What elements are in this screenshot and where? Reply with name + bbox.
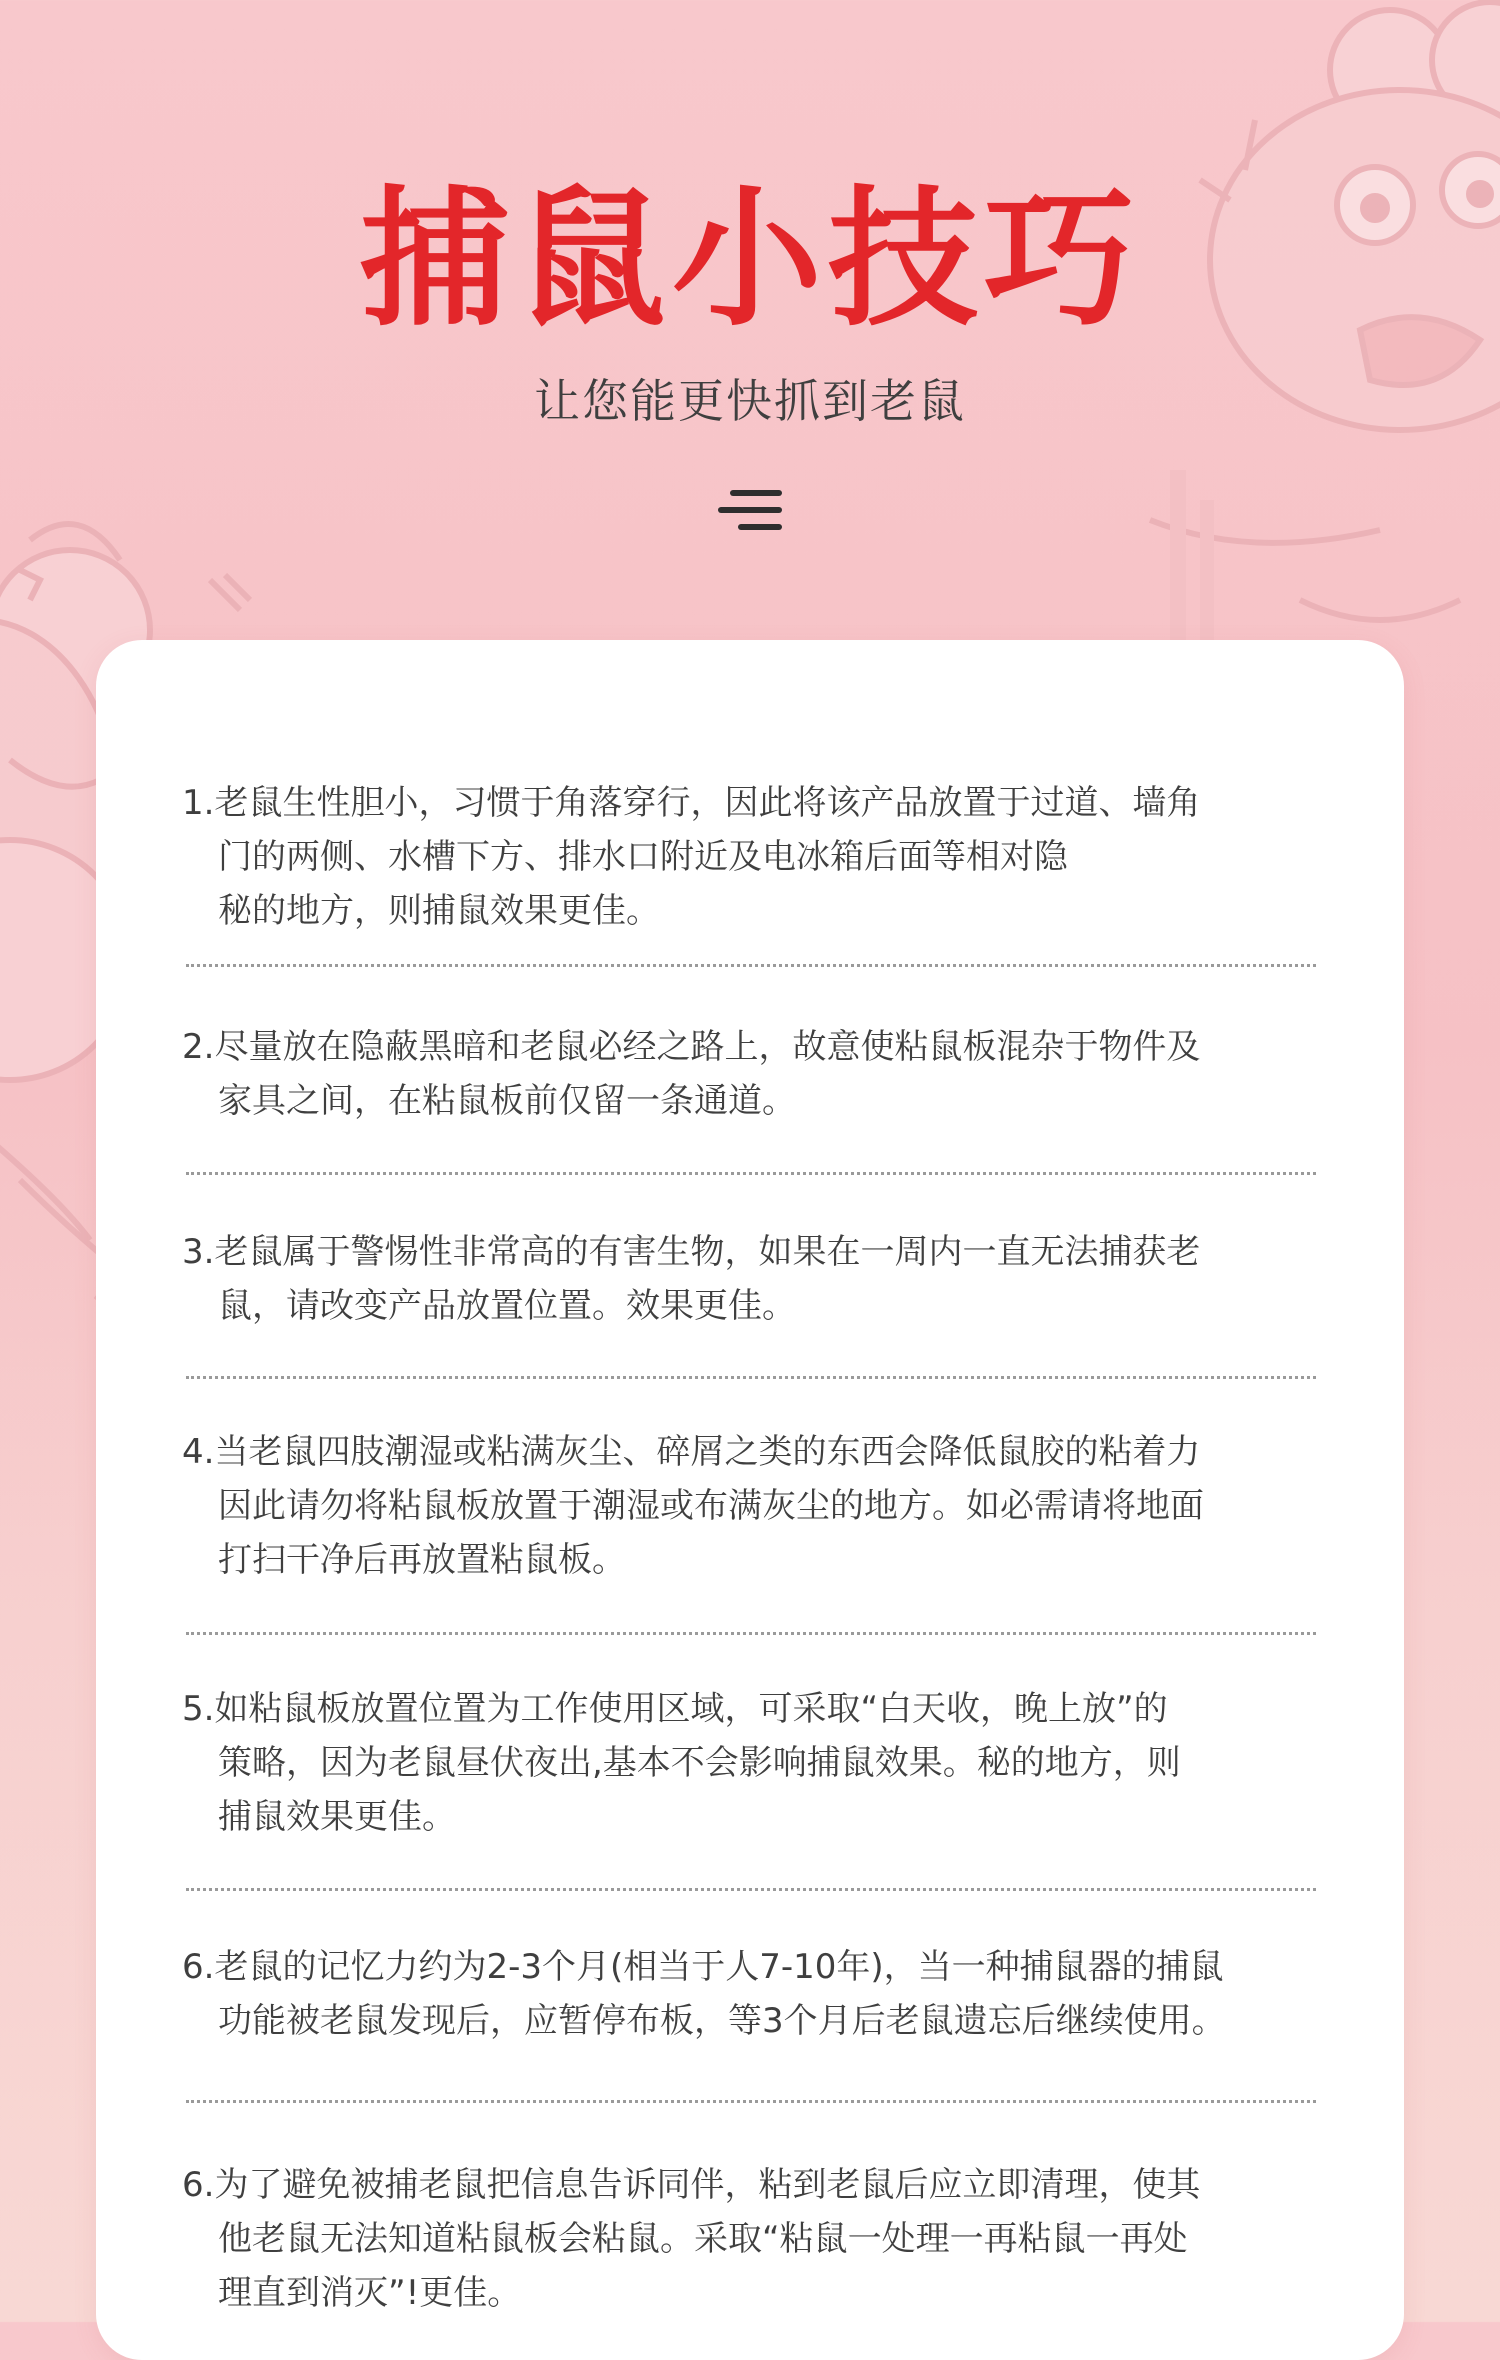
dotted-divider: [186, 1888, 1316, 1891]
dotted-divider: [186, 2100, 1316, 2103]
tip-line: 捕鼠效果更佳。: [218, 1797, 456, 1837]
tip-item-1: [182, 776, 1322, 938]
tip-item-4: [182, 1425, 1322, 1587]
tip-line: 秘的地方，则捕鼠效果更佳。: [218, 891, 660, 931]
three-lines-icon: [716, 488, 784, 532]
tip-line: 家具之间，在粘鼠板前仅留一条通道。: [218, 1081, 796, 1121]
tip-line: 6.为了避免被捕老鼠把信息告诉同伴，粘到老鼠后应立即清理，使其: [182, 2165, 1201, 2205]
dotted-divider: [186, 1376, 1316, 1379]
tip-line: 6.老鼠的记忆力约为2-3个月(相当于人7-10年)，当一种捕鼠器的捕鼠: [182, 1947, 1224, 1987]
dotted-divider: [186, 1172, 1316, 1175]
page-title: 捕鼠小技巧: [359, 173, 1140, 347]
tip-item-7: [182, 2158, 1322, 2320]
tip-item-6: [182, 1940, 1322, 2048]
tip-line: 门的两侧、水槽下方、排水口附近及电冰箱后面等相对隐: [218, 837, 1068, 877]
tip-line: 2.尽量放在隐蔽黑暗和老鼠必经之路上，故意使粘鼠板混杂于物件及: [182, 1027, 1201, 1067]
tip-item-5: [182, 1682, 1322, 1844]
tip-line: 他老鼠无法知道粘鼠板会粘鼠。采取“粘鼠一处理一再粘鼠一再处: [218, 2219, 1188, 2259]
tip-line: 因此请勿将粘鼠板放置于潮湿或布满灰尘的地方。如必需请将地面: [218, 1486, 1204, 1526]
tip-line: 鼠，请改变产品放置位置。效果更佳。: [218, 1286, 796, 1326]
tip-line: 4.当老鼠四肢潮湿或粘满灰尘、碎屑之类的东西会降低鼠胶的粘着力: [182, 1432, 1201, 1472]
tip-line: 策略，因为老鼠昼伏夜出,基本不会影响捕鼠效果。秘的地方，则: [218, 1743, 1181, 1783]
tip-line: 理直到消灭”!更佳。: [218, 2273, 522, 2313]
dotted-divider: [186, 1632, 1316, 1635]
tip-line: 功能被老鼠发现后，应暂停布板，等3个月后老鼠遗忘后继续使用。: [218, 2001, 1226, 2041]
tip-line: 打扫干净后再放置粘鼠板。: [218, 1540, 626, 1580]
tip-line: 5.如粘鼠板放置位置为工作使用区域，可采取“白天收，晚上放”的: [182, 1689, 1168, 1729]
tip-item-2: [182, 1020, 1322, 1128]
dotted-divider: [186, 964, 1316, 967]
tip-item-3: [182, 1225, 1322, 1333]
tip-line: 1.老鼠生性胆小，习惯于角落穿行，因此将该产品放置于过道、墙角: [182, 783, 1201, 823]
tip-line: 3.老鼠属于警惕性非常高的有害生物，如果在一周内一直无法捕获老: [182, 1232, 1201, 1272]
page-subtitle: 让您能更快抓到老鼠: [534, 374, 966, 428]
